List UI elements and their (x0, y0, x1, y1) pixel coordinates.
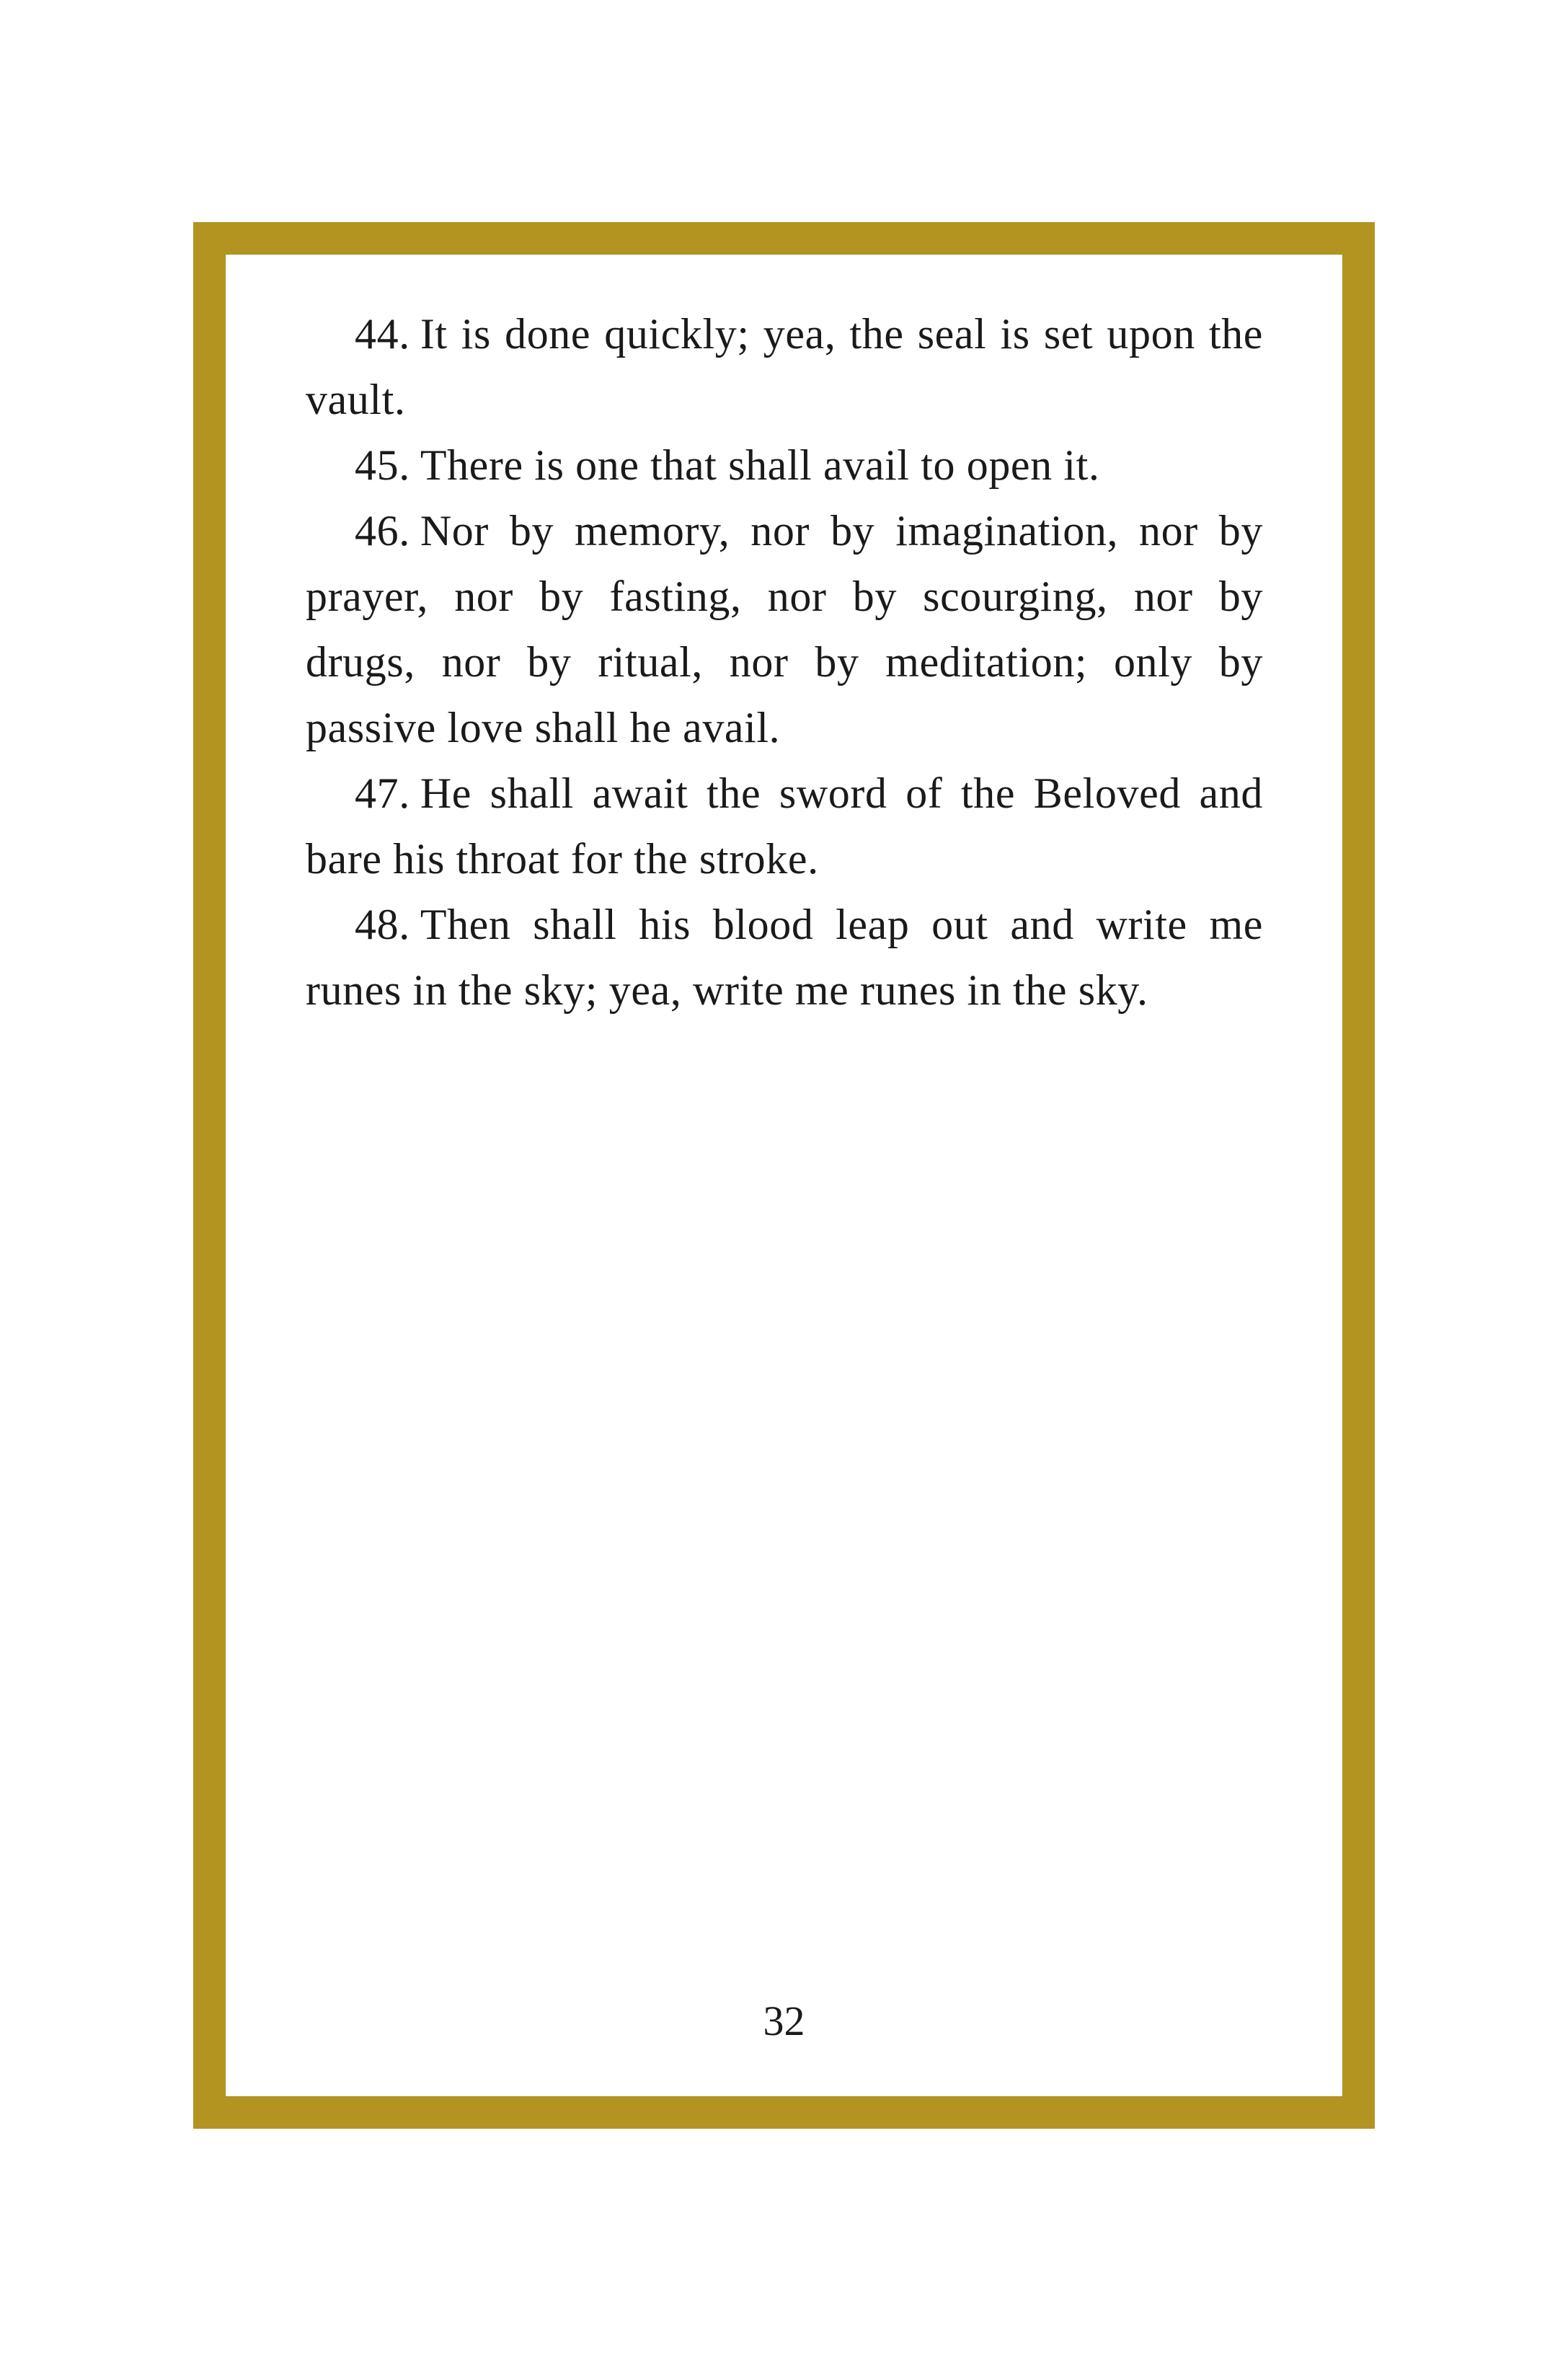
verse-46 (306, 498, 1263, 761)
verse-text: It is done quickly; yea, the seal is set upon the vault. (306, 310, 1263, 423)
verse-text: There is one that shall avail to open it. (420, 441, 1100, 489)
verse-48 (306, 892, 1263, 1023)
verse-text: Then shall his blood leap out and write me runes in the sky; yea, write me runes in the sky. (306, 901, 1263, 1014)
verse-number: 45. (355, 441, 410, 489)
verse-number: 47. (355, 769, 410, 817)
verse-number: 46. (355, 507, 410, 555)
page-number: 32 (763, 1997, 805, 2044)
verse-number: 44. (355, 310, 410, 358)
verse-45 (306, 433, 1263, 498)
verse-text: Nor by memory, nor by imagination, nor by prayer, nor by fasting, nor by scourging, nor by drugs, nor by ritual, nor by meditation; only by passive love shall he avail. (306, 507, 1263, 751)
verse-list (306, 301, 1263, 1023)
verse-44 (306, 301, 1263, 433)
verse-text: He shall await the sword of the Beloved and bare his throat for the stroke. (306, 769, 1263, 883)
verse-47 (306, 761, 1263, 892)
verse-number: 48. (355, 901, 410, 948)
